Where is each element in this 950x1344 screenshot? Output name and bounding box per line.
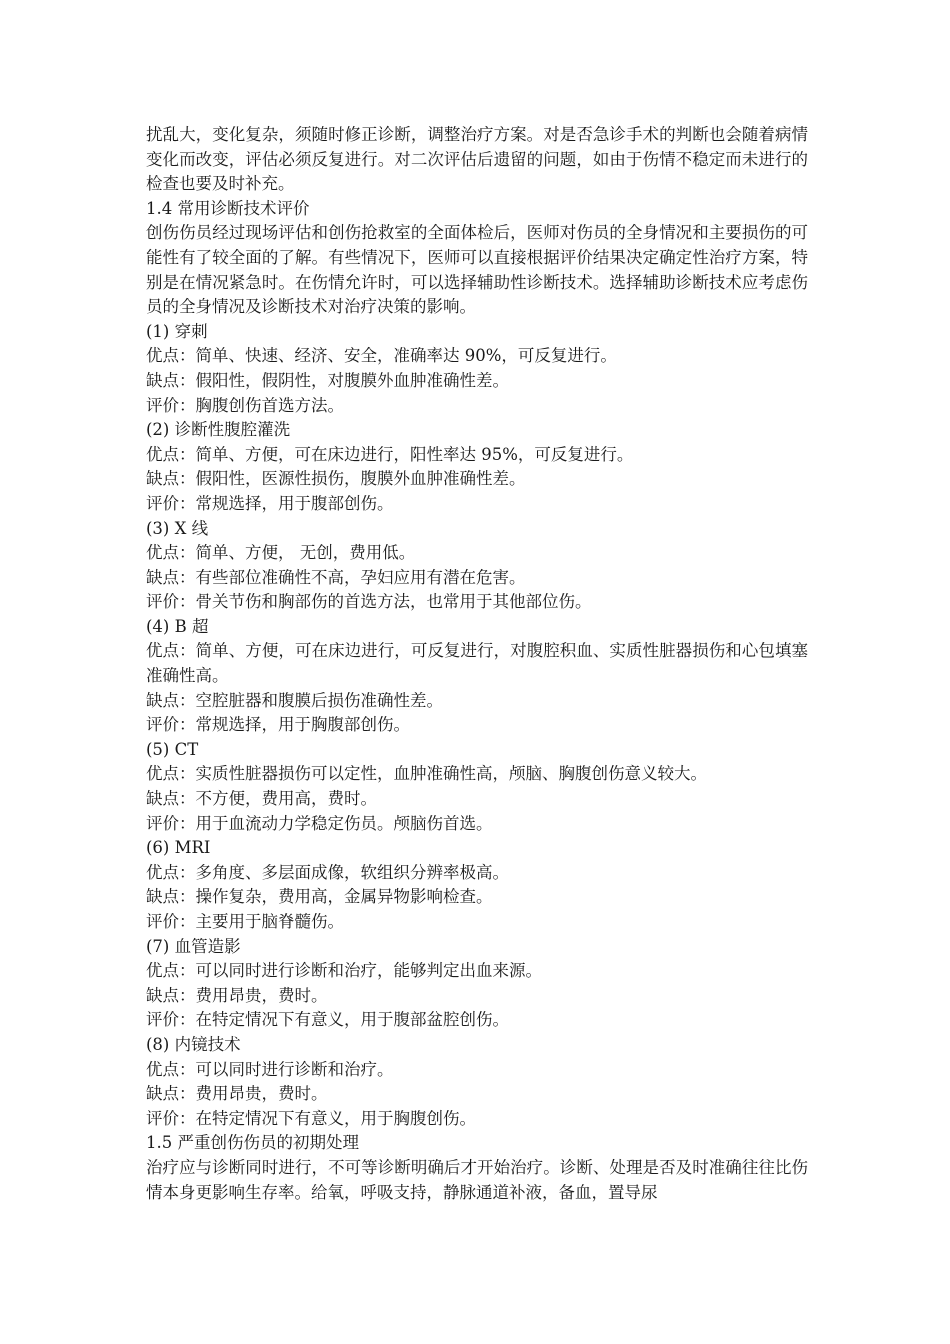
technique-cons: 缺点：费用昂贵，费时。 bbox=[146, 1084, 328, 1104]
technique-pros: 优点：简单、方便， 无创，费用低。 bbox=[146, 543, 416, 563]
technique-item-angiography bbox=[146, 935, 808, 1033]
technique-item-ct bbox=[146, 738, 808, 836]
technique-evaluation: 评价：常规选择，用于胸腹部创伤。 bbox=[146, 715, 410, 735]
technique-title: (6) MRI bbox=[146, 838, 211, 858]
technique-item-x-ray bbox=[146, 517, 808, 615]
technique-evaluation: 评价：在特定情况下有意义，用于腹部盆腔创伤。 bbox=[146, 1010, 509, 1030]
technique-item-endoscopy bbox=[146, 1033, 808, 1131]
technique-title: (1) 穿刺 bbox=[146, 321, 208, 341]
technique-pros: 优点：可以同时进行诊断和治疗。 bbox=[146, 1059, 394, 1079]
technique-title: (4) B 超 bbox=[146, 616, 209, 636]
technique-pros: 优点：简单、方便，可在床边进行，阳性率达 95%，可反复进行。 bbox=[146, 444, 634, 464]
section-1-4-paragraph: 创伤伤员经过现场评估和创伤抢救室的全面体检后，医师对伤员的全身情况和主要损伤的可能性有了较全面的了解。有些情况下，医师可以直接根据评价结果决定确定性治疗方案，特别是在情况紧急时。在伤情允许时，可以选择辅助性诊断技术。选择辅助诊断技术应考虑伤员的全身情况及诊断技术对治疗决策的影响。 bbox=[146, 223, 808, 317]
section-heading-1-5: 1.5 严重创伤伤员的初期处理 bbox=[146, 1133, 359, 1153]
section-heading-1-4: 1.4 常用诊断技术评价 bbox=[146, 198, 310, 218]
technique-cons: 缺点：有些部位准确性不高，孕妇应用有潜在危害。 bbox=[146, 567, 526, 587]
technique-title: (5) CT bbox=[146, 739, 199, 759]
technique-evaluation: 评价：常规选择，用于腹部创伤。 bbox=[146, 493, 394, 513]
technique-item-peritoneal-lavage bbox=[146, 418, 808, 516]
technique-evaluation: 评价：骨关节伤和胸部伤的首选方法，也常用于其他部位伤。 bbox=[146, 592, 592, 612]
technique-cons: 缺点：假阳性，医源性损伤，腹膜外血肿准确性差。 bbox=[146, 469, 526, 489]
section-1-5-paragraph: 治疗应与诊断同时进行，不可等诊断明确后才开始治疗。诊断、处理是否及时准确往往比伤情本身更影响生存率。给氧，呼吸支持，静脉通道补液，备血，置导尿 bbox=[146, 1157, 808, 1202]
technique-cons: 缺点：空腔脏器和腹膜后损伤准确性差。 bbox=[146, 690, 443, 710]
technique-pros: 优点：简单、快速、经济、安全，准确率达 90%，可反复进行。 bbox=[146, 346, 617, 366]
technique-evaluation: 评价：胸腹创伤首选方法。 bbox=[146, 395, 344, 415]
technique-cons: 缺点：操作复杂，费用高，金属异物影响检查。 bbox=[146, 887, 493, 907]
technique-item-puncture bbox=[146, 320, 808, 418]
intro-paragraph: 扰乱大，变化复杂，须随时修正诊断，调整治疗方案。对是否急诊手术的判断也会随着病情变化而改变，评估必须反复进行。对二次评估后遗留的问题，如由于伤情不稳定而未进行的检查也要及时补充。 bbox=[146, 125, 808, 194]
technique-pros: 优点：多角度、多层面成像，软组织分辨率极高。 bbox=[146, 862, 509, 882]
technique-item-ultrasound bbox=[146, 615, 808, 738]
technique-cons: 缺点：不方便，费用高，费时。 bbox=[146, 789, 377, 809]
technique-cons: 缺点：费用昂贵，费时。 bbox=[146, 985, 328, 1005]
technique-pros: 优点：可以同时进行诊断和治疗，能够判定出血来源。 bbox=[146, 961, 542, 981]
technique-pros: 优点：简单、方便，可在床边进行，可反复进行，对腹腔积血、实质性脏器损伤和心包填塞准确性高。 bbox=[146, 641, 808, 686]
technique-title: (8) 内镜技术 bbox=[146, 1034, 241, 1054]
technique-title: (3) X 线 bbox=[146, 518, 209, 538]
technique-evaluation: 评价：在特定情况下有意义，用于胸腹创伤。 bbox=[146, 1108, 476, 1128]
technique-title: (7) 血管造影 bbox=[146, 936, 241, 956]
document-body bbox=[146, 123, 808, 1205]
technique-evaluation: 评价：用于血流动力学稳定伤员。颅脑伤首选。 bbox=[146, 813, 493, 833]
technique-cons: 缺点：假阳性，假阴性，对腹膜外血肿准确性差。 bbox=[146, 370, 509, 390]
technique-evaluation: 评价：主要用于脑脊髓伤。 bbox=[146, 912, 344, 931]
technique-pros: 优点：实质性脏器损伤可以定性，血肿准确性高，颅脑、胸腹创伤意义较大。 bbox=[146, 764, 707, 784]
technique-title: (2) 诊断性腹腔灌洗 bbox=[146, 420, 291, 440]
technique-item-mri bbox=[146, 836, 808, 934]
